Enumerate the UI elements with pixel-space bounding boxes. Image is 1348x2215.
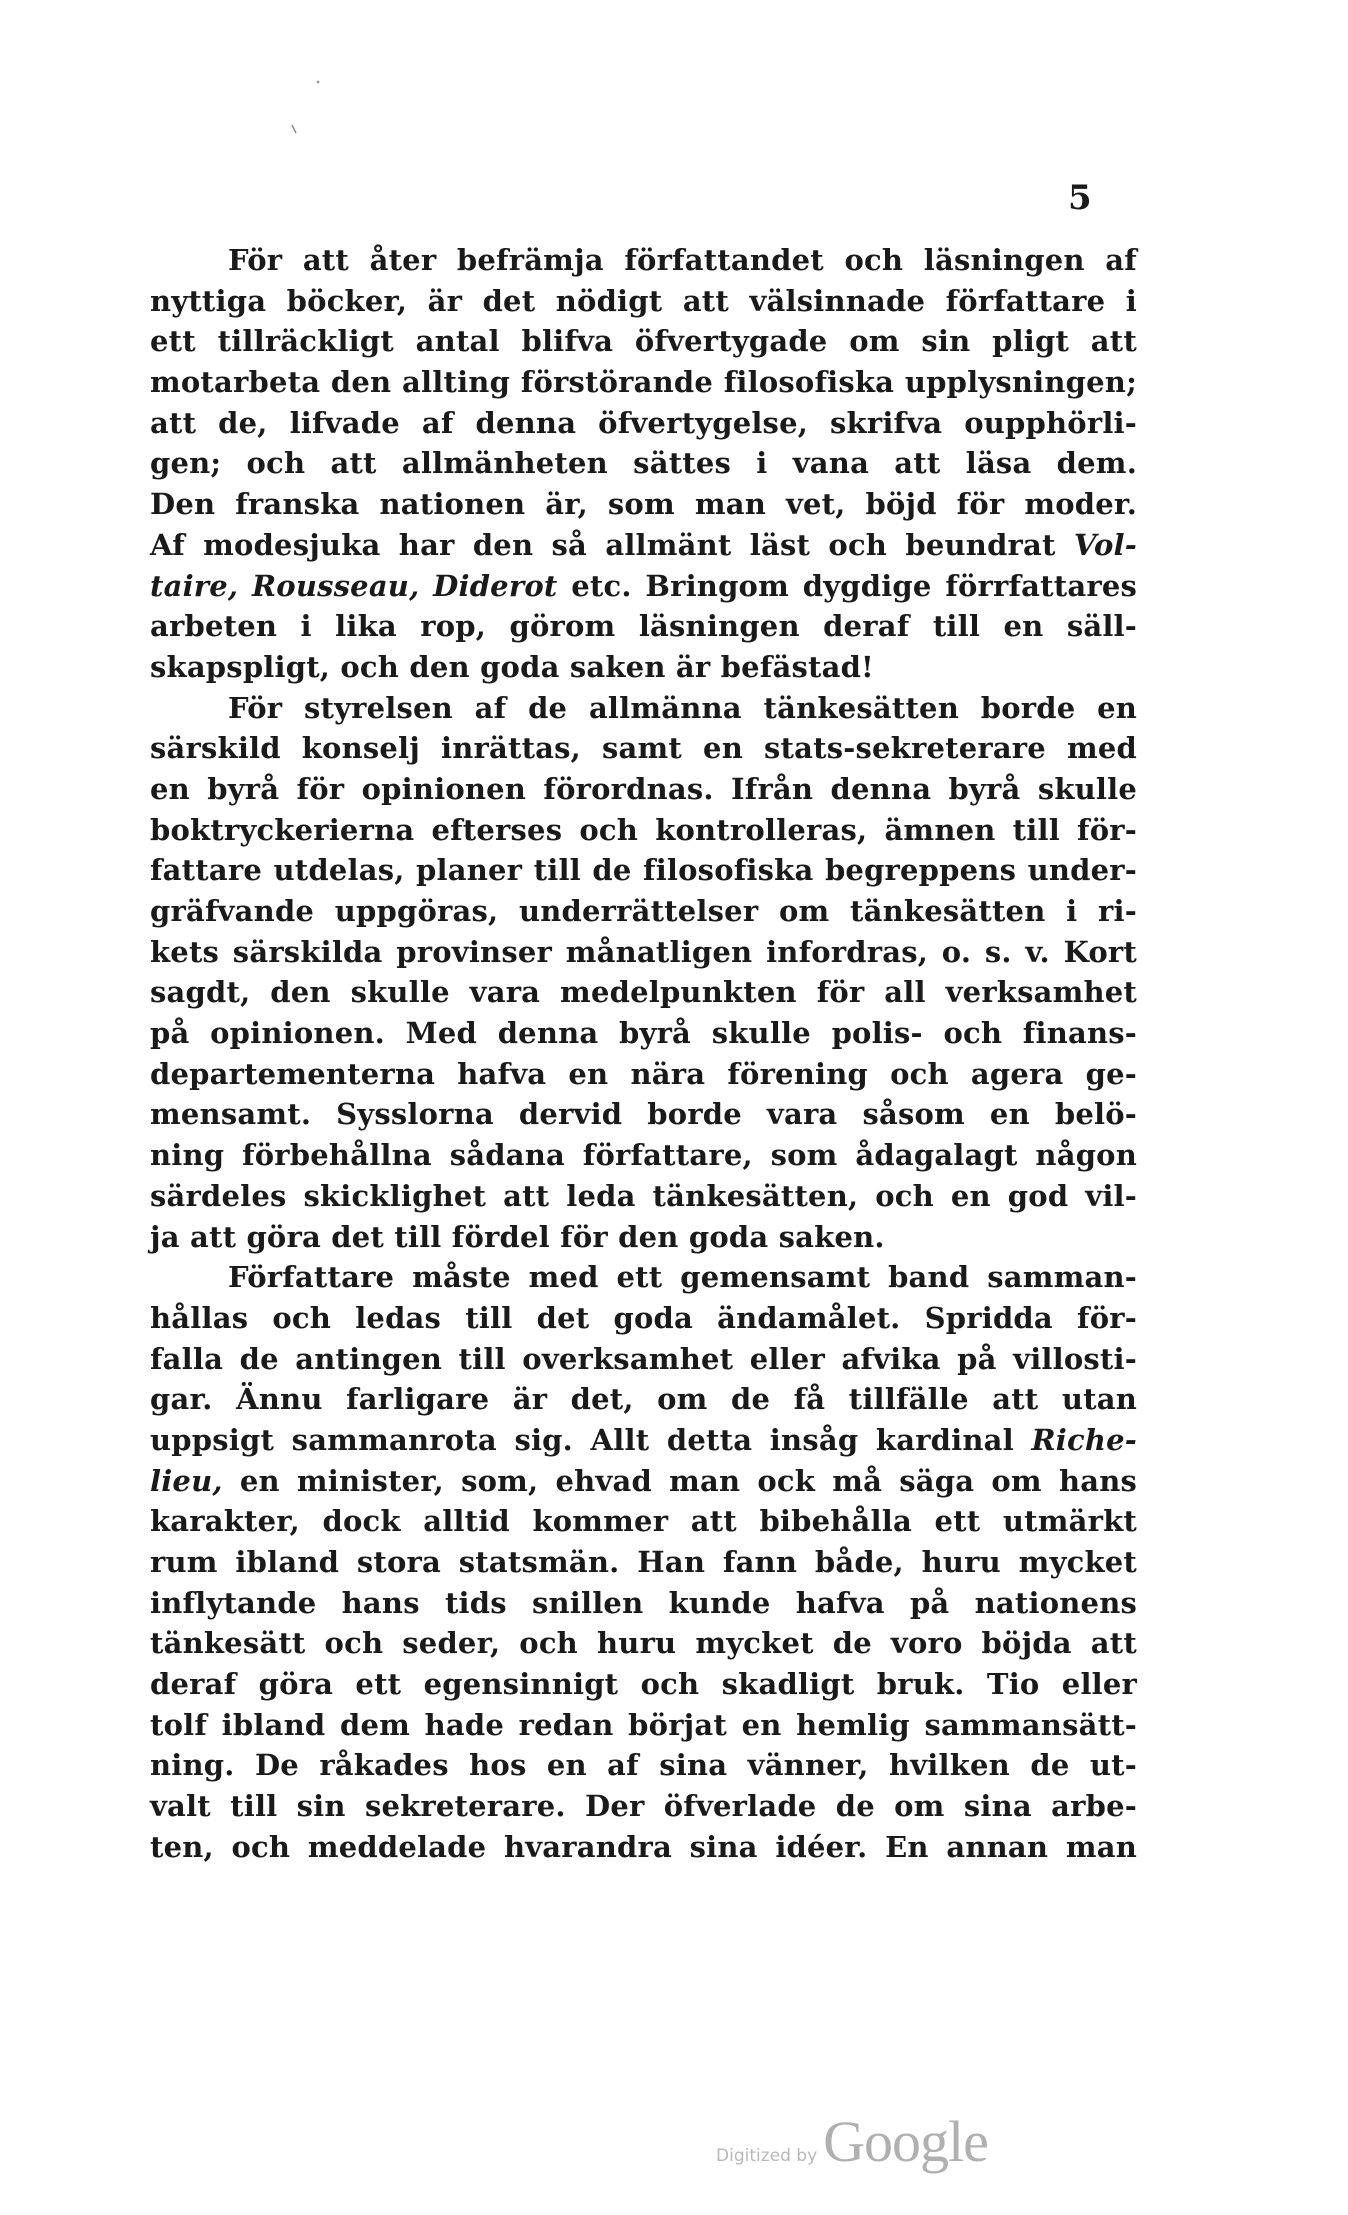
text-line-content bbox=[150, 1339, 1137, 1380]
google-logo: Google bbox=[823, 2109, 988, 2174]
line-text: Den franska nationen är, som man vet, böjd för moder. bbox=[150, 487, 1137, 522]
line-text: ett tillräckligt antal blifva öfvertygade om sin pligt att bbox=[150, 324, 1137, 359]
text-line-content bbox=[150, 1501, 1137, 1542]
line-text: på opinionen. Med denna byrå skulle polis- och finans- bbox=[150, 1016, 1138, 1051]
text-line bbox=[150, 1298, 1137, 1339]
line-text: gräfvande uppgöras, underrättelser om tänkesätten i ri- bbox=[150, 894, 1137, 928]
line-text: valt till sin sekreterare. Der öfverlade de om sina arbe- bbox=[150, 1789, 1137, 1824]
text-line bbox=[150, 1257, 1137, 1298]
text-line bbox=[150, 606, 1137, 647]
line-text: För att åter befrämja författandet och läsningen af bbox=[228, 243, 1137, 277]
text-line bbox=[150, 688, 1137, 729]
text-line-content bbox=[150, 1583, 1137, 1624]
text-line-content bbox=[150, 443, 1137, 484]
line-text: arbeten i lika rop, görom läsningen deraf till en säll- bbox=[150, 609, 1138, 644]
text-line bbox=[150, 1379, 1137, 1420]
line-text: att de, lifvade af denna öfvertygelse, skrifva oupphörli- bbox=[150, 405, 1137, 440]
text-line-content bbox=[150, 484, 1137, 525]
text-line-content bbox=[150, 1827, 1137, 1868]
text-line bbox=[150, 1135, 1137, 1176]
text-line bbox=[150, 1623, 1137, 1664]
digitized-by-google-watermark bbox=[716, 2108, 988, 2175]
text-line bbox=[150, 850, 1137, 891]
line-text: uppsigt sammanrota sig. Allt detta insåg kardinal bbox=[150, 1422, 1032, 1457]
line-text-tail: en minister, som, ehvad man ock må säga om hans bbox=[222, 1463, 1138, 1498]
text-line bbox=[150, 769, 1137, 810]
text-line bbox=[150, 240, 1137, 281]
line-text: ja att göra det till fördel för den goda saken. bbox=[150, 1219, 885, 1254]
text-line-content bbox=[150, 850, 1137, 891]
text-line bbox=[150, 321, 1137, 362]
line-text: mensamt. Sysslorna dervid borde vara såsom en belö- bbox=[150, 1097, 1138, 1132]
line-text: fattare utdelas, planer till de filosofiska begreppens under- bbox=[150, 853, 1138, 888]
line-text: rum ibland stora statsmän. Han fann både, huru mycket bbox=[150, 1545, 1138, 1579]
text-line-content bbox=[150, 891, 1137, 932]
text-line-content bbox=[150, 566, 1137, 607]
text-line-content bbox=[150, 403, 1137, 444]
text-line-content bbox=[150, 647, 874, 688]
line-text: hållas och ledas till det goda ändamålet. Spridda för- bbox=[150, 1300, 1137, 1335]
text-line-content bbox=[150, 932, 1137, 973]
line-text: karakter, dock alltid kommer att bibehålla ett utmärkt bbox=[150, 1504, 1137, 1539]
text-line-content bbox=[150, 1176, 1137, 1217]
text-line-content bbox=[150, 606, 1137, 647]
text-line bbox=[150, 647, 1137, 688]
line-text: gar. Ännu farligare är det, om de få tillfälle att utan bbox=[150, 1382, 1138, 1417]
text-line bbox=[150, 1461, 1137, 1502]
line-text: ning förbehållna sådana författare, som ådagalagt någon bbox=[150, 1138, 1137, 1173]
text-line bbox=[150, 810, 1137, 851]
text-line bbox=[150, 1339, 1137, 1380]
text-line-content bbox=[150, 728, 1137, 769]
text-line-content bbox=[150, 1013, 1137, 1054]
line-text: falla de antingen till overksamhet eller afvika på villosti- bbox=[150, 1341, 1137, 1376]
line-italic-text: taire, Rousseau, Diderot bbox=[150, 568, 558, 603]
line-text: en byrå för opinionen förordnas. Ifrån denna byrå skulle bbox=[150, 771, 1138, 806]
line-text: boktryckerierna efterses och kontrolleras, ämnen till för- bbox=[150, 812, 1137, 847]
speck bbox=[292, 125, 296, 133]
text-line bbox=[150, 566, 1137, 607]
line-text: skapspligt, och den goda saken är befästad! bbox=[150, 649, 874, 684]
text-line bbox=[150, 891, 1137, 932]
text-line-content bbox=[150, 1135, 1137, 1176]
text-line bbox=[150, 525, 1137, 566]
text-line-content bbox=[150, 1379, 1137, 1420]
text-line bbox=[150, 1542, 1137, 1583]
text-line bbox=[150, 1664, 1137, 1705]
text-line-content bbox=[150, 321, 1137, 362]
text-line bbox=[150, 1094, 1137, 1135]
text-line-content bbox=[150, 1461, 1137, 1502]
text-line bbox=[150, 1501, 1137, 1542]
text-line-content bbox=[150, 1705, 1137, 1746]
line-text: kets särskilda provinser månatligen infordras, o. s. v. Kort bbox=[150, 934, 1137, 969]
text-line-content bbox=[150, 1094, 1137, 1135]
line-text: deraf göra ett egensinnigt och skadligt bruk. Tio eller bbox=[150, 1667, 1138, 1702]
line-text: tolf ibland dem hade redan börjat en hemlig sammansätt- bbox=[150, 1707, 1138, 1742]
text-line-content bbox=[150, 1786, 1137, 1827]
line-text: särskild konselj inrättas, samt en stats-sekreterare med bbox=[150, 731, 1137, 766]
text-line-content bbox=[228, 1257, 1137, 1298]
text-line bbox=[150, 484, 1137, 525]
line-text: departementerna hafva en nära förening och agera ge- bbox=[150, 1056, 1138, 1091]
line-italic-text: Vol- bbox=[1073, 527, 1137, 562]
text-line-content bbox=[150, 1217, 885, 1258]
text-line bbox=[150, 972, 1137, 1013]
text-line bbox=[150, 1786, 1137, 1827]
text-line-content bbox=[150, 1420, 1137, 1461]
line-text: ning. De råkades hos en af sina vänner, hvilken de ut- bbox=[150, 1748, 1137, 1783]
text-line-content bbox=[150, 1298, 1137, 1339]
text-line bbox=[150, 403, 1137, 444]
text-line-content bbox=[228, 688, 1137, 729]
line-text: inflytande hans tids snillen kunde hafva på nationens bbox=[150, 1585, 1138, 1620]
line-text: ten, och meddelade hvarandra sina idéer. En annan man bbox=[150, 1829, 1137, 1864]
text-line-content bbox=[150, 1745, 1137, 1786]
body-text bbox=[150, 240, 1137, 1868]
line-text: särdeles skicklighet att leda tänkesätten, och en god vil- bbox=[150, 1178, 1137, 1213]
text-line-content bbox=[150, 1623, 1137, 1664]
speck bbox=[317, 81, 320, 84]
line-text: sagdt, den skulle vara medelpunkten för all verksamhet bbox=[150, 975, 1138, 1010]
text-line-content bbox=[150, 362, 1137, 403]
text-line bbox=[150, 1583, 1137, 1624]
text-line-content bbox=[228, 240, 1137, 281]
line-italic-text: Riche- bbox=[1031, 1422, 1138, 1457]
text-line-content bbox=[150, 1542, 1137, 1583]
text-line-content bbox=[150, 1664, 1137, 1705]
text-line-content bbox=[150, 525, 1137, 566]
line-text: Af modesjuka har den så allmänt läst och beundrat bbox=[150, 527, 1074, 562]
line-text: För styrelsen af de allmänna tänkesätten borde en bbox=[228, 690, 1138, 725]
text-line bbox=[150, 1013, 1137, 1054]
text-line bbox=[150, 1217, 1137, 1258]
text-line bbox=[150, 1054, 1137, 1095]
line-text: motarbeta den allting förstörande filosofiska upplysningen; bbox=[150, 365, 1137, 400]
text-line bbox=[150, 932, 1137, 973]
text-line-content bbox=[150, 769, 1137, 810]
text-line-content bbox=[150, 972, 1137, 1013]
digitized-by-label: Digitized by bbox=[716, 2146, 818, 2166]
text-line bbox=[150, 1176, 1137, 1217]
line-text: tänkesätt och seder, och huru mycket de voro böjda att bbox=[150, 1626, 1137, 1661]
text-line-content bbox=[150, 281, 1137, 322]
text-line bbox=[150, 362, 1137, 403]
line-text-tail: etc. Bringom dygdige förrfattares bbox=[557, 568, 1137, 603]
text-line bbox=[150, 728, 1137, 769]
line-italic-text: lieu, bbox=[150, 1463, 223, 1498]
text-line bbox=[150, 443, 1137, 484]
text-line-content bbox=[150, 810, 1137, 851]
line-text: gen; och att allmänheten sättes i vana att läsa dem. bbox=[150, 446, 1137, 481]
text-line bbox=[150, 1420, 1137, 1461]
line-text: Författare måste med ett gemensamt band samman- bbox=[228, 1260, 1137, 1295]
text-line bbox=[150, 1745, 1137, 1786]
line-text: nyttiga böcker, är det nödigt att välsinnade författare i bbox=[150, 283, 1137, 318]
text-line bbox=[150, 1827, 1137, 1868]
page-number: 5 bbox=[1068, 178, 1092, 218]
text-line bbox=[150, 1705, 1137, 1746]
text-line bbox=[150, 281, 1137, 322]
text-line-content bbox=[150, 1054, 1137, 1095]
